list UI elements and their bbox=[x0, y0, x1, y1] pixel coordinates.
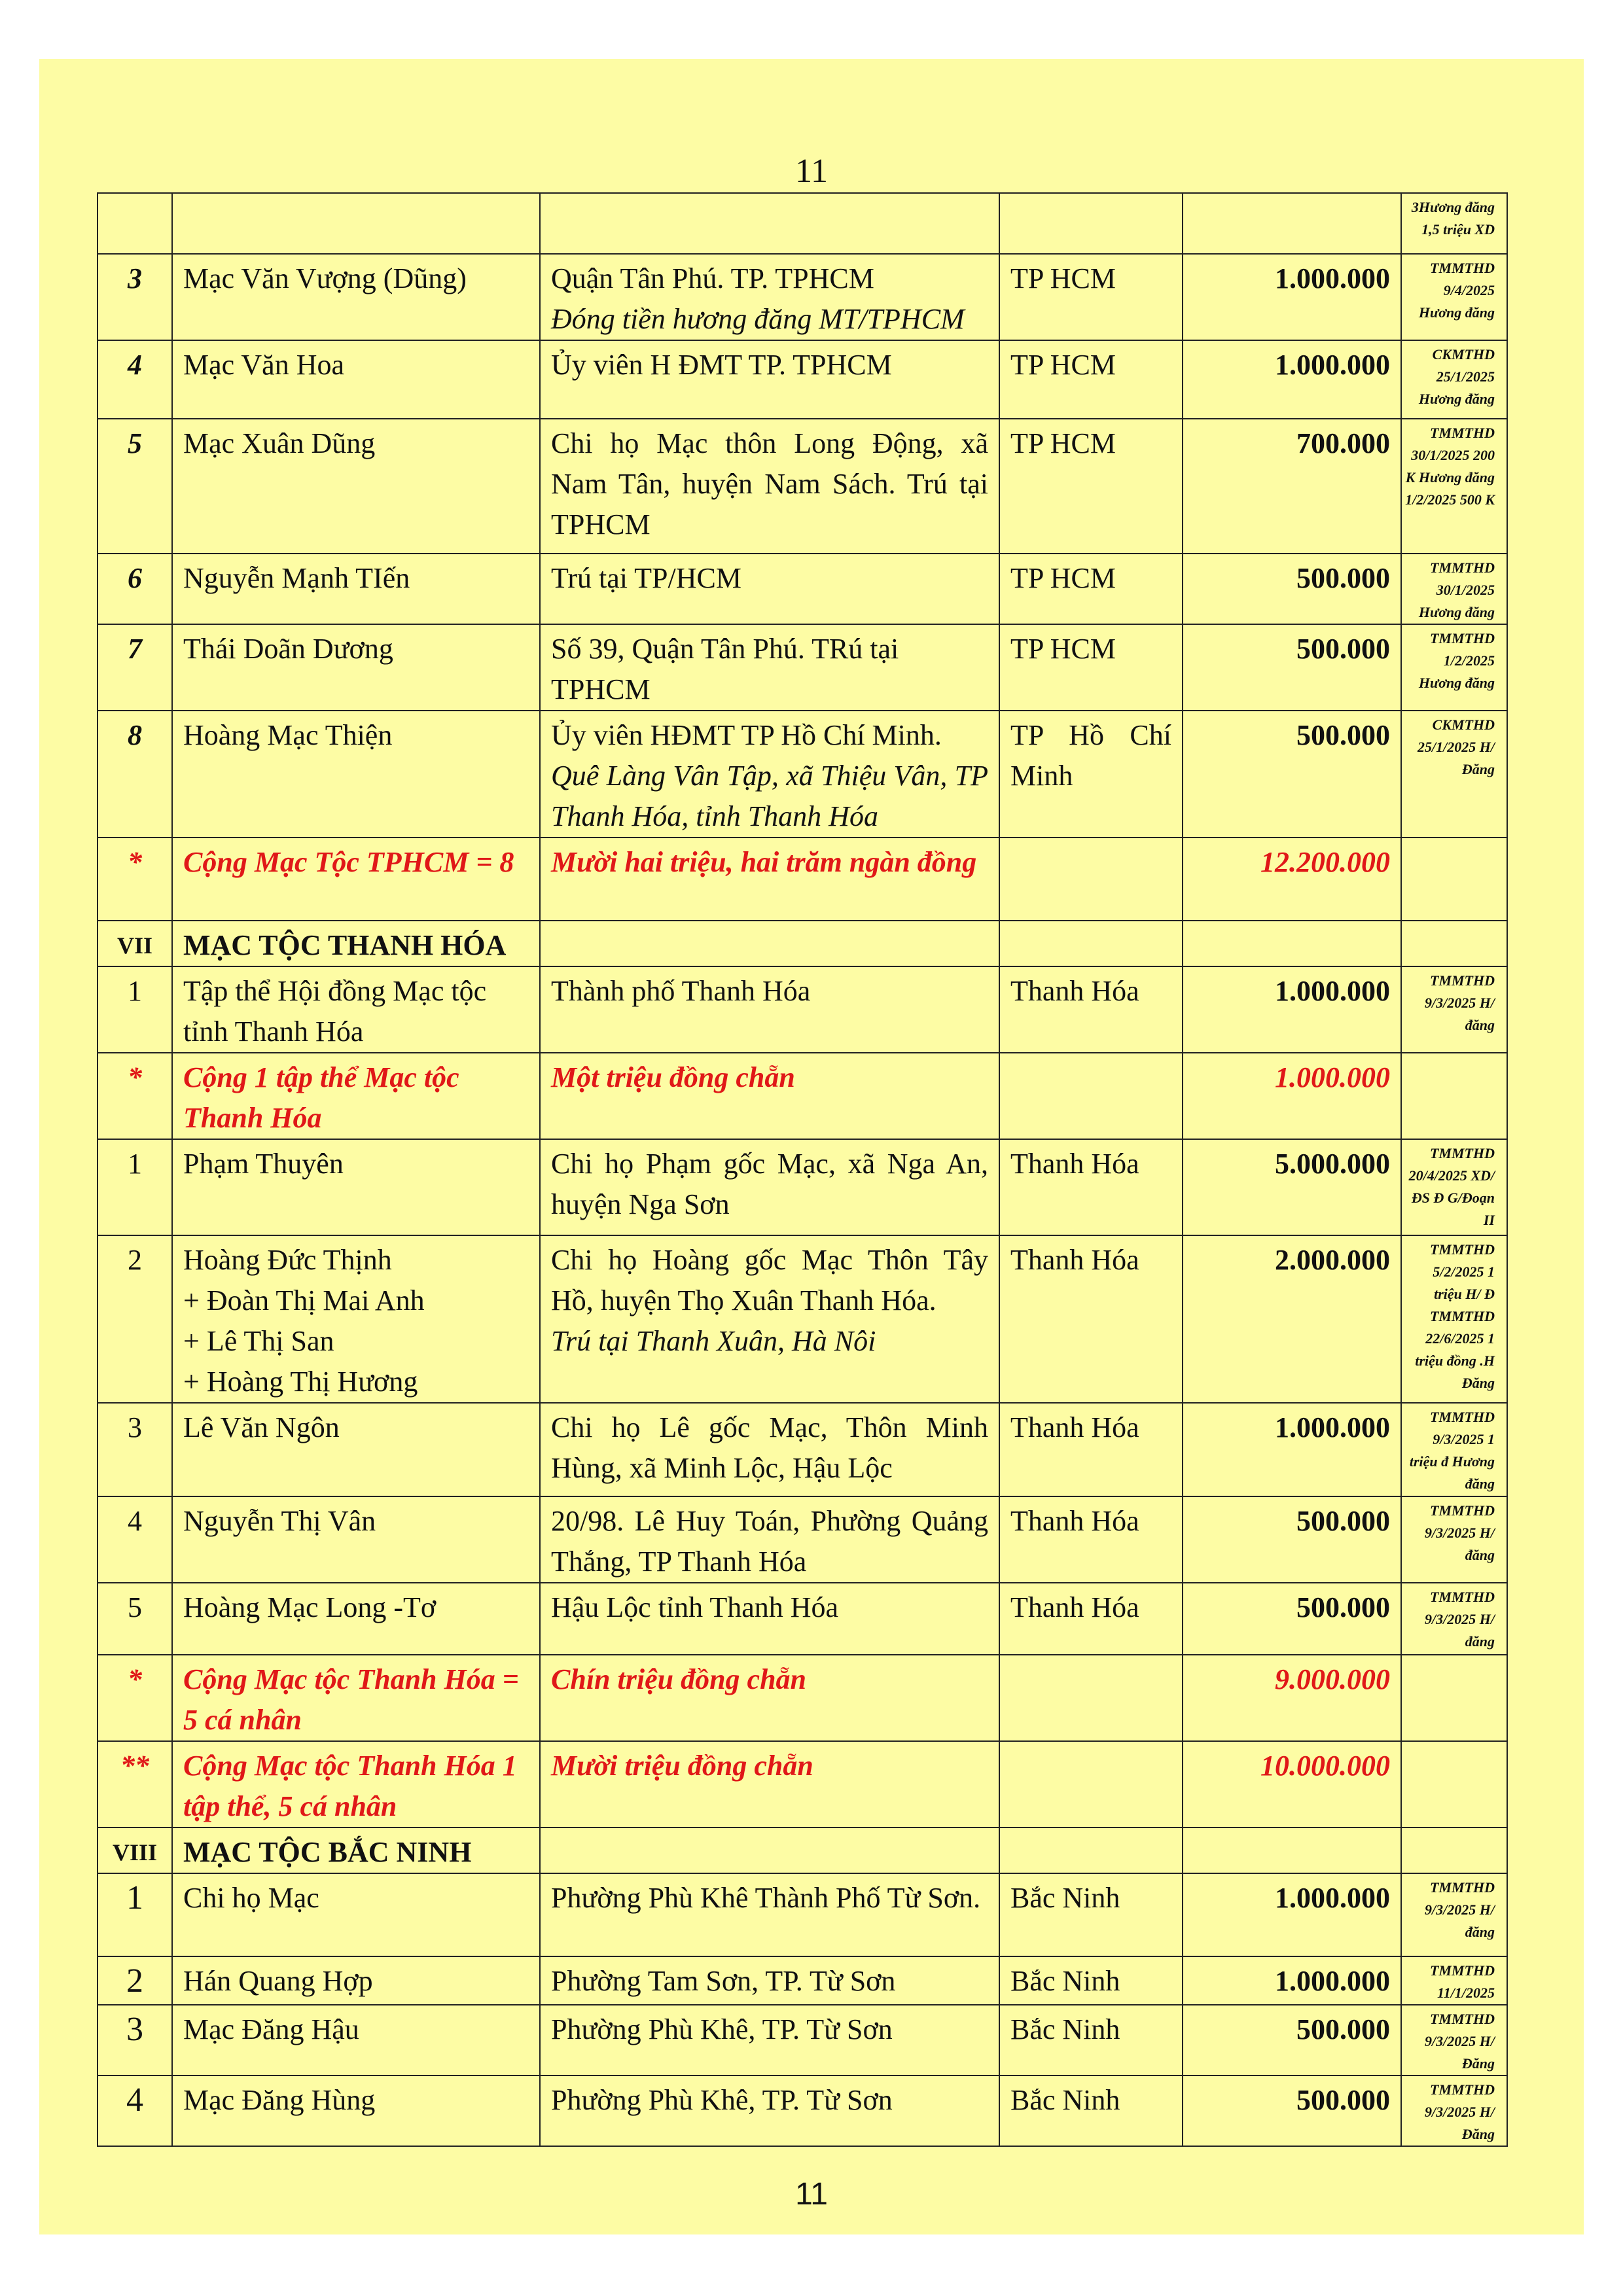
region-cell: Thanh Hóa bbox=[999, 1583, 1183, 1655]
section-row bbox=[98, 921, 1507, 966]
row-number: VII bbox=[98, 921, 172, 966]
member-name: Hoàng Mạc Thiện bbox=[172, 711, 540, 838]
section-title: MẠC TỘC BẮC NINH bbox=[172, 1828, 540, 1873]
empty-cell bbox=[999, 921, 1183, 966]
table-row bbox=[98, 624, 1507, 711]
address-note: Đóng tiền hương đăng MT/TPHCM bbox=[551, 303, 965, 335]
region-cell: Thanh Hóa bbox=[999, 1403, 1183, 1496]
empty-cell bbox=[999, 1828, 1183, 1873]
amount-cell: 2.000.000 bbox=[1183, 1235, 1401, 1403]
address-cell bbox=[540, 1496, 999, 1583]
row-number: 4 bbox=[98, 2075, 172, 2146]
region-cell: Thanh Hóa bbox=[999, 1496, 1183, 1583]
row-number: ** bbox=[98, 1741, 172, 1828]
amount-cell: 500.000 bbox=[1183, 624, 1401, 711]
row-number: 5 bbox=[98, 419, 172, 554]
address-text: Mười hai triệu, hai trăm ngàn đồng bbox=[551, 846, 977, 878]
row-number: 6 bbox=[98, 554, 172, 624]
address-cell bbox=[540, 254, 999, 340]
table-row bbox=[98, 2005, 1507, 2075]
table-row bbox=[98, 419, 1507, 554]
address-text: Hậu Lộc tỉnh Thanh Hóa bbox=[551, 1591, 839, 1623]
row-number: 7 bbox=[98, 624, 172, 711]
transfer-note bbox=[1401, 1741, 1507, 1828]
row-number: 2 bbox=[98, 1235, 172, 1403]
region-cell bbox=[999, 193, 1183, 254]
member-name: Hoàng Mạc Long -Tơ bbox=[172, 1583, 540, 1655]
address-text: Trú tại TP/HCM bbox=[551, 562, 741, 594]
member-name: Mạc Văn Vượng (Dũng) bbox=[172, 254, 540, 340]
table-row bbox=[98, 1873, 1507, 1956]
transfer-note: TMMTHD 9/3/2025 H/ đăng bbox=[1401, 1873, 1507, 1956]
region-cell: Bắc Ninh bbox=[999, 1873, 1183, 1956]
member-name: Cộng 1 tập thể Mạc tộc Thanh Hóa bbox=[172, 1053, 540, 1139]
amount-cell: 1.000.000 bbox=[1183, 966, 1401, 1053]
member-name: Mạc Đăng Hậu bbox=[172, 2005, 540, 2075]
address-text: Phường Tam Sơn, TP. Từ Sơn bbox=[551, 1965, 896, 1997]
member-name: Mạc Đăng Hùng bbox=[172, 2075, 540, 2146]
table-row bbox=[98, 554, 1507, 624]
transfer-note: TMMTHD 9/3/2025 H/ Đăng bbox=[1401, 2075, 1507, 2146]
donation-table bbox=[97, 192, 1508, 2147]
table-row bbox=[98, 340, 1507, 419]
row-number: 2 bbox=[98, 1956, 172, 2005]
address-cell bbox=[540, 2075, 999, 2146]
amount-cell: 500.000 bbox=[1183, 2075, 1401, 2146]
address-cell bbox=[540, 1873, 999, 1956]
amount-cell: 12.200.000 bbox=[1183, 838, 1401, 921]
transfer-note: TMMTHD 30/1/2025 Hương đăng bbox=[1401, 554, 1507, 624]
region-cell: TP HCM bbox=[999, 419, 1183, 554]
address-cell bbox=[540, 711, 999, 838]
row-number: * bbox=[98, 1655, 172, 1741]
region-cell bbox=[999, 1053, 1183, 1139]
address-text: Chín triệu đồng chẵn bbox=[551, 1663, 807, 1695]
address-cell bbox=[540, 1741, 999, 1828]
transfer-note: TMMTHD 9/3/2025 H/ Đăng bbox=[1401, 2005, 1507, 2075]
transfer-note bbox=[1401, 1655, 1507, 1741]
table-row bbox=[98, 966, 1507, 1053]
empty-cell bbox=[1183, 921, 1401, 966]
amount-cell: 500.000 bbox=[1183, 1583, 1401, 1655]
address-text: Quận Tân Phú. TP. TPHCM bbox=[551, 262, 874, 294]
transfer-note: TMMTHD 11/1/2025 bbox=[1401, 1956, 1507, 2005]
address-text: Phường Phù Khê Thành Phố Từ Sơn. bbox=[551, 1882, 981, 1914]
region-cell bbox=[999, 1741, 1183, 1828]
address-cell bbox=[540, 1403, 999, 1496]
region-cell bbox=[999, 1655, 1183, 1741]
subtotal-row bbox=[98, 1741, 1507, 1828]
address-cell bbox=[540, 1956, 999, 2005]
address-text: 20/98. Lê Huy Toán, Phường Quảng Thắng, TP Thanh Hóa bbox=[551, 1505, 988, 1578]
transfer-note: CKMTHD 25/1/2025 Hương đăng bbox=[1401, 340, 1507, 419]
address-text: Phường Phù Khê, TP. Từ Sơn bbox=[551, 2084, 893, 2116]
row-number: 3 bbox=[98, 1403, 172, 1496]
member-name: Phạm Thuyên bbox=[172, 1139, 540, 1235]
table-row bbox=[98, 711, 1507, 838]
table-row bbox=[98, 1403, 1507, 1496]
transfer-note: TMMTHD 9/3/2025 1 triệu đ Hương đăng bbox=[1401, 1403, 1507, 1496]
region-cell: Thanh Hóa bbox=[999, 966, 1183, 1053]
address-text: Ủy viên HĐMT TP Hồ Chí Minh. bbox=[551, 719, 942, 751]
table-row bbox=[98, 1956, 1507, 2005]
member-name: Hán Quang Hợp bbox=[172, 1956, 540, 2005]
row-number: 5 bbox=[98, 1583, 172, 1655]
table-row bbox=[98, 1235, 1507, 1403]
address-cell bbox=[540, 1655, 999, 1741]
amount-cell: 1.000.000 bbox=[1183, 1403, 1401, 1496]
row-number: * bbox=[98, 1053, 172, 1139]
region-cell: Thanh Hóa bbox=[999, 1235, 1183, 1403]
row-number: 4 bbox=[98, 1496, 172, 1583]
address-text: Thành phố Thanh Hóa bbox=[551, 975, 811, 1007]
amount-cell: 500.000 bbox=[1183, 2005, 1401, 2075]
amount-cell: 500.000 bbox=[1183, 711, 1401, 838]
row-number: 1 bbox=[98, 1139, 172, 1235]
address-cell bbox=[540, 2005, 999, 2075]
member-name: Tập thể Hội đồng Mạc tộc tỉnh Thanh Hóa bbox=[172, 966, 540, 1053]
address-text: Phường Phù Khê, TP. Từ Sơn bbox=[551, 2013, 893, 2045]
transfer-note bbox=[1401, 1053, 1507, 1139]
section-row bbox=[98, 1828, 1507, 1873]
transfer-note: TMMTHD 9/3/2025 H/ đăng bbox=[1401, 966, 1507, 1053]
address-text: Chi họ Lê gốc Mạc, Thôn Minh Hùng, xã Minh Lộc, Hậu Lộc bbox=[551, 1411, 988, 1484]
address-note: Quê Làng Vân Tập, xã Thiệu Vân, TP Thanh Hóa, tỉnh Thanh Hóa bbox=[551, 760, 988, 832]
amount-cell: 700.000 bbox=[1183, 419, 1401, 554]
section-title: MẠC TỘC THANH HÓA bbox=[172, 921, 540, 966]
row-number: 3 bbox=[98, 2005, 172, 2075]
address-text: Chi họ Hoàng gốc Mạc Thôn Tây Hồ, huyện Thọ Xuân Thanh Hóa. bbox=[551, 1244, 988, 1316]
member-name: Cộng Mạc tộc Thanh Hóa = 5 cá nhân bbox=[172, 1655, 540, 1741]
row-number: * bbox=[98, 838, 172, 921]
transfer-note: TMMTHD 9/4/2025 Hương đăng bbox=[1401, 254, 1507, 340]
empty-cell bbox=[1401, 921, 1507, 966]
table-row bbox=[98, 1139, 1507, 1235]
member-name: Hoàng Đức Thịnh + Đoàn Thị Mai Anh + Lê Thị San + Hoàng Thị Hương bbox=[172, 1235, 540, 1403]
address-cell bbox=[540, 1139, 999, 1235]
transfer-note bbox=[1401, 838, 1507, 921]
amount-cell: 9.000.000 bbox=[1183, 1655, 1401, 1741]
row-number: 4 bbox=[98, 340, 172, 419]
region-cell: TP Hồ Chí Minh bbox=[999, 711, 1183, 838]
address-cell bbox=[540, 966, 999, 1053]
address-cell bbox=[540, 554, 999, 624]
address-cell bbox=[540, 419, 999, 554]
address-cell bbox=[540, 838, 999, 921]
amount-cell: 1.000.000 bbox=[1183, 254, 1401, 340]
region-cell bbox=[999, 838, 1183, 921]
amount-cell: 1.000.000 bbox=[1183, 340, 1401, 419]
address-text: Chi họ Phạm gốc Mạc, xã Nga An, huyện Nga Sơn bbox=[551, 1148, 988, 1220]
amount-cell: 1.000.000 bbox=[1183, 1053, 1401, 1139]
row-number bbox=[98, 193, 172, 254]
table-row bbox=[98, 2075, 1507, 2146]
transfer-note: TMMTHD 30/1/2025 200 K Hương đăng 1/2/2025 500 K bbox=[1401, 419, 1507, 554]
amount-cell: 1.000.000 bbox=[1183, 1956, 1401, 2005]
amount-cell: 10.000.000 bbox=[1183, 1741, 1401, 1828]
page-number-bottom: 11 bbox=[795, 2177, 828, 2212]
amount-cell: 1.000.000 bbox=[1183, 1873, 1401, 1956]
page-number-top: 11 bbox=[794, 152, 829, 190]
amount-cell: 5.000.000 bbox=[1183, 1139, 1401, 1235]
row-number: 1 bbox=[98, 966, 172, 1053]
empty-cell bbox=[1183, 1828, 1401, 1873]
empty-cell bbox=[1401, 1828, 1507, 1873]
empty-cell bbox=[540, 921, 999, 966]
subtotal-row bbox=[98, 1053, 1507, 1139]
row-number: 3 bbox=[98, 254, 172, 340]
member-name: Mạc Văn Hoa bbox=[172, 340, 540, 419]
member-name: Cộng Mạc tộc Thanh Hóa 1 tập thể, 5 cá nhân bbox=[172, 1741, 540, 1828]
region-cell: Bắc Ninh bbox=[999, 2075, 1183, 2146]
table-row bbox=[98, 1496, 1507, 1583]
region-cell: TP HCM bbox=[999, 624, 1183, 711]
address-text: Mười triệu đồng chẵn bbox=[551, 1750, 813, 1782]
transfer-note: TMMTHD 9/3/2025 H/ đăng bbox=[1401, 1583, 1507, 1655]
member-name: Cộng Mạc Tộc TPHCM = 8 bbox=[172, 838, 540, 921]
transfer-note: TMMTHD 5/2/2025 1 triệu H/ Đ TMMTHD 22/6/2025 1 triệu đồng .H Đăng bbox=[1401, 1235, 1507, 1403]
address-cell bbox=[540, 193, 999, 254]
address-text: Ủy viên H ĐMT TP. TPHCM bbox=[551, 349, 892, 381]
address-cell bbox=[540, 1583, 999, 1655]
region-cell: Thanh Hóa bbox=[999, 1139, 1183, 1235]
member-name: Thái Doãn Dương bbox=[172, 624, 540, 711]
address-text: Một triệu đồng chẵn bbox=[551, 1061, 795, 1093]
region-cell: Bắc Ninh bbox=[999, 1956, 1183, 2005]
region-cell: TP HCM bbox=[999, 340, 1183, 419]
address-text: Số 39, Quận Tân Phú. TRú tại TPHCM bbox=[551, 633, 899, 705]
address-cell bbox=[540, 624, 999, 711]
member-name: Mạc Xuân Dũng bbox=[172, 419, 540, 554]
member-name: Nguyễn Thị Vân bbox=[172, 1496, 540, 1583]
row-number: VIII bbox=[98, 1828, 172, 1873]
table-row bbox=[98, 1583, 1507, 1655]
region-cell: TP HCM bbox=[999, 254, 1183, 340]
address-text: Chi họ Mạc thôn Long Động, xã Nam Tân, huyện Nam Sách. Trú tại TPHCM bbox=[551, 427, 988, 540]
transfer-note: TMMTHD 1/2/2025 Hương đăng bbox=[1401, 624, 1507, 711]
row-number: 1 bbox=[98, 1873, 172, 1956]
member-name: Nguyễn Mạnh TIến bbox=[172, 554, 540, 624]
member-name bbox=[172, 193, 540, 254]
table-row bbox=[98, 193, 1507, 254]
transfer-note: TMMTHD 20/4/2025 XD/ ĐS Đ G/Đoạn II bbox=[1401, 1139, 1507, 1235]
member-name: Lê Văn Ngôn bbox=[172, 1403, 540, 1496]
member-name: Chi họ Mạc bbox=[172, 1873, 540, 1956]
row-number: 8 bbox=[98, 711, 172, 838]
table-row bbox=[98, 254, 1507, 340]
amount-cell bbox=[1183, 193, 1401, 254]
empty-cell bbox=[540, 1828, 999, 1873]
region-cell: TP HCM bbox=[999, 554, 1183, 624]
address-cell bbox=[540, 1235, 999, 1403]
subtotal-row bbox=[98, 1655, 1507, 1741]
transfer-note: CKMTHD 25/1/2025 H/Đăng bbox=[1401, 711, 1507, 838]
amount-cell: 500.000 bbox=[1183, 1496, 1401, 1583]
transfer-note: TMMTHD 9/3/2025 H/ đăng bbox=[1401, 1496, 1507, 1583]
subtotal-row bbox=[98, 838, 1507, 921]
region-cell: Bắc Ninh bbox=[999, 2005, 1183, 2075]
transfer-note: 3Hương đăng 1,5 triệu XD bbox=[1401, 193, 1507, 254]
address-cell bbox=[540, 340, 999, 419]
amount-cell: 500.000 bbox=[1183, 554, 1401, 624]
address-cell bbox=[540, 1053, 999, 1139]
address-note: Trú tại Thanh Xuân, Hà Nôi bbox=[551, 1325, 876, 1357]
